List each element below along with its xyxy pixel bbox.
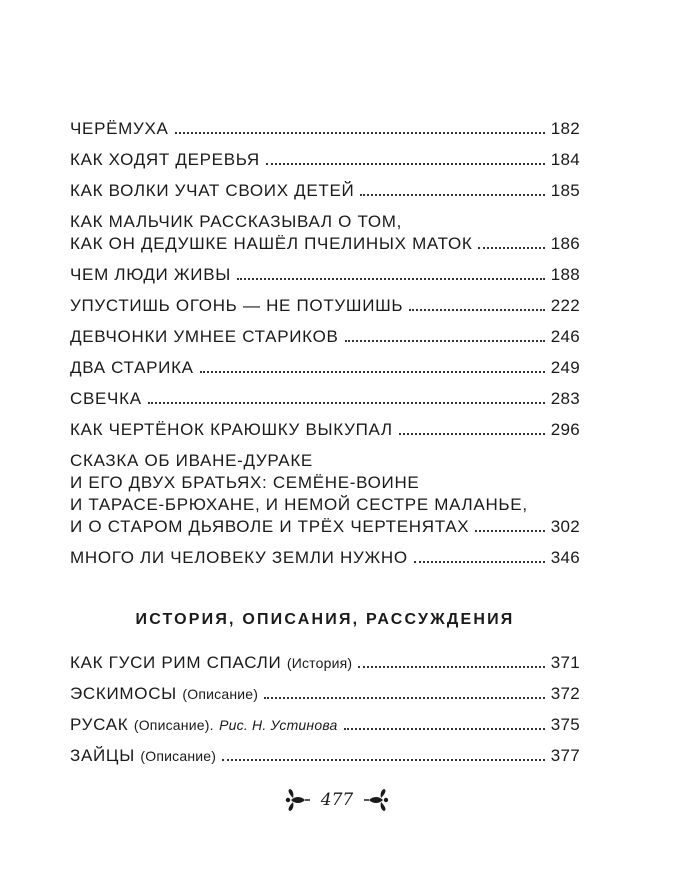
toc-entry[interactable] (70, 295, 580, 317)
toc-entry[interactable] (70, 450, 580, 538)
dot-leader (266, 162, 545, 165)
toc-entry-page: 184 (550, 150, 580, 169)
toc-entry-page: 182 (550, 119, 580, 138)
toc-entry-page: 188 (550, 265, 580, 284)
section-table-of-contents (70, 652, 580, 776)
toc-entry[interactable] (70, 652, 580, 674)
dot-leader (148, 401, 545, 404)
toc-entry-page: 246 (550, 327, 580, 346)
toc-entry-genre: (История) (286, 655, 353, 671)
table-of-contents (70, 118, 580, 578)
dot-leader (237, 277, 545, 280)
toc-entry-page: 371 (550, 653, 580, 672)
toc-entry-title: РУСАК (70, 715, 129, 734)
toc-entry-title: И ТАРАСЕ-БРЮХАНЕ, И НЕМОЙ СЕСТРЕ МАЛАНЬЕ, (70, 495, 528, 514)
toc-entry[interactable] (70, 118, 580, 140)
floral-ornament-icon (363, 786, 391, 814)
dot-leader (222, 758, 545, 761)
dot-leader (409, 308, 544, 311)
toc-entry[interactable] (70, 211, 580, 255)
toc-entry-title: КАК МАЛЬЧИК РАССКАЗЫВАЛ О ТОМ, (70, 212, 403, 231)
dot-leader (360, 193, 544, 196)
toc-entry-page: 185 (550, 181, 580, 200)
toc-entry-page: 186 (550, 234, 580, 253)
toc-entry[interactable] (70, 419, 580, 441)
dot-leader (344, 727, 545, 730)
toc-entry-title: ЧЕМ ЛЮДИ ЖИВЫ (70, 265, 231, 284)
toc-entry-title: СВЕЧКА (70, 389, 142, 408)
dot-leader (399, 432, 545, 435)
toc-entry-title: УПУСТИШЬ ОГОНЬ — НЕ ПОТУШИШЬ (70, 296, 404, 315)
toc-entry-title: КАК ГУСИ РИМ СПАСЛИ (70, 653, 282, 672)
dot-leader (264, 696, 545, 699)
toc-entry[interactable] (70, 264, 580, 286)
toc-entry-genre: (Описание) (140, 748, 217, 764)
dot-leader (478, 246, 544, 249)
toc-entry-title: КАК ВОЛКИ УЧАТ СВОИХ ДЕТЕЙ (70, 181, 355, 200)
toc-entry-title: СКАЗКА ОБ ИВАНЕ-ДУРАКЕ (70, 451, 313, 470)
toc-entry-genre: (Описание). (133, 717, 214, 733)
toc-entry[interactable] (70, 547, 580, 569)
dot-leader (475, 529, 544, 532)
toc-entry-title: МНОГО ЛИ ЧЕЛОВЕКУ ЗЕМЛИ НУЖНО (70, 548, 408, 567)
toc-entry-page: 296 (550, 420, 580, 439)
toc-entry-title: ЗАЙЦЫ (70, 746, 135, 765)
toc-entry-title: ДЕВЧОНКИ УМНЕЕ СТАРИКОВ (70, 327, 339, 346)
toc-entry-genre: (Описание) (182, 686, 259, 702)
toc-entry-title: ДВА СТАРИКА (70, 358, 194, 377)
toc-entry-title: КАК ХОДЯТ ДЕРЕВЬЯ (70, 150, 260, 169)
toc-entry-title: КАК ЧЕРТЁНОК КРАЮШКУ ВЫКУПАЛ (70, 420, 393, 439)
dot-leader (358, 665, 544, 668)
toc-entry[interactable] (70, 683, 580, 705)
toc-entry[interactable] (70, 357, 580, 379)
toc-entry-title: ЧЕРЁМУХА (70, 119, 169, 138)
toc-entry-page: 377 (550, 746, 580, 765)
page-number: 477 (320, 790, 354, 810)
toc-entry-page: 302 (550, 517, 580, 536)
toc-entry-illustrator: Рис. Н. Устинова (219, 717, 338, 733)
toc-entry[interactable] (70, 149, 580, 171)
toc-entry[interactable] (70, 745, 580, 767)
toc-entry-title: КАК ОН ДЕДУШКЕ НАШЁЛ ПЧЕЛИНЫХ МАТОК (70, 234, 473, 253)
section-heading: ИСТОРИЯ, ОПИСАНИЯ, РАССУЖДЕНИЯ (135, 611, 515, 628)
toc-entry-title: И ЕГО ДВУХ БРАТЬЯХ: СЕМЁНЕ-ВОИНЕ (70, 473, 420, 492)
toc-entry[interactable] (70, 714, 580, 736)
floral-ornament-icon (283, 786, 311, 814)
toc-entry-page: 346 (550, 548, 580, 567)
toc-entry-title: ЭСКИМОСЫ (70, 684, 177, 703)
dot-leader (175, 131, 545, 134)
toc-entry-page: 372 (550, 684, 580, 703)
toc-entry[interactable] (70, 388, 580, 410)
toc-entry-page: 283 (550, 389, 580, 408)
toc-entry[interactable] (70, 326, 580, 348)
dot-leader (345, 339, 545, 342)
toc-entry-page: 375 (550, 715, 580, 734)
toc-entry-page: 249 (550, 358, 580, 377)
toc-entry-page: 222 (550, 296, 580, 315)
dot-leader (200, 370, 545, 373)
page-footer (0, 786, 674, 814)
toc-entry-title: И О СТАРОМ ДЬЯВОЛЕ И ТРЁХ ЧЕРТЕНЯТАХ (70, 517, 470, 536)
toc-entry[interactable] (70, 180, 580, 202)
dot-leader (414, 560, 545, 563)
